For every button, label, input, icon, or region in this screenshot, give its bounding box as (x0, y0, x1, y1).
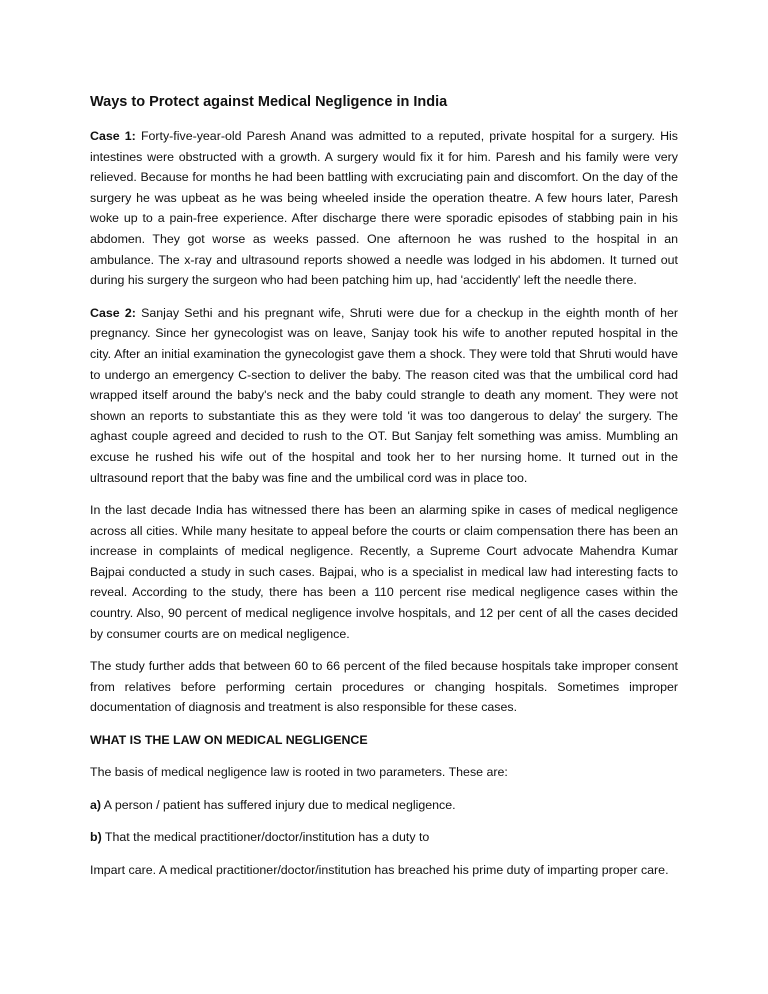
case2-text: Sanjay Sethi and his pregnant wife, Shruti were due for a checkup in the eighth month of her pregnancy. Since her gynecologist was on leave, Sanjay took his wife to another reputed hospital in the city. After an initial examination the gynecologist gave them a shock. They were told that Shruti would have to undergo an emergency C-section to deliver the baby. The reason cited was that the umbilical cord had wrapped itself around the baby's neck and the baby could strangle to death any moment. They were not shown an reports to substantiate this as they were told 'it was too dangerous to delay' the surgery. The aghast couple agreed and decided to rush to the OT. But Sanjay felt something was amiss. Mumbling an excuse he rushed his wife out of the hospital and took her to her nursing home. It turned out in the ultrasound report that the baby was fine and the umbilical cord was in place too. (90, 305, 678, 485)
list-item-a-label: a) (90, 797, 102, 812)
case1-label: Case 1: (90, 129, 136, 143)
case2-label: Case 2: (90, 305, 136, 320)
case1-paragraph (90, 126, 678, 291)
case1-text: Forty-five-year-old Paresh Anand was admitted to a reputed, private hospital for a surgery. His intestines were obstructed with a growth. A surgery would fix it for him. Paresh and his family were very relieved. Because for months he had been battling with excruciating pain and discomfort. On the day of the surgery he was upbeat as he was being wheeled inside the operation theatre. A few hours later, Paresh woke up to a pain-free experience. After discharge there were sporadic episodes of stabbing pain in his abdomen. They got worse as weeks passed. One afternoon he was rushed to the hospital in an ambulance. The x-ray and ultrasound reports showed a needle was lodged in his abdomen. It turned out during his surgery the surgeon who had been patching him up, had 'accidently' left the needle there. (90, 129, 678, 288)
list-item-a-text: A person / patient has suffered injury due to medical negligence. (103, 797, 456, 812)
case2-paragraph (90, 303, 678, 488)
list-item-a (90, 795, 678, 816)
list-item-b-label: b) (90, 830, 102, 845)
study-paragraph: In the last decade India has witnessed there has been an alarming spike in cases of medical negligence across all cities. While many hesitate to appeal before the courts or claim compensation there has been an increase in complaints of medical negligence. Recently, a Supreme Court advocate Mahendra Kumar Bajpai conducted a study in such cases. Bajpai, who is a specialist in medical law had interesting facts to reveal. According to the study, there has been a 110 percent rise medical negligence cases within the country. Also, 90 percent of medical negligence involve hospitals, and 12 per cent of all the cases decided by consumer courts are on medical negligence. (90, 503, 678, 641)
list-item-b-text: That the medical practitioner/doctor/institution has a duty to (104, 830, 430, 845)
list-item-b (90, 827, 678, 848)
law-basis-paragraph: The basis of medical negligence law is rooted in two parameters. These are: (90, 765, 508, 780)
document-page (90, 92, 678, 892)
law-section-heading: WHAT IS THE LAW ON MEDICAL NEGLIGENCE (90, 733, 368, 748)
study-followup-paragraph: The study further adds that between 60 to 66 percent of the filed because hospitals take improper consent from relatives before performing certain procedures or changing hospitals. Sometimes improper documentation of diagnosis and treatment is also responsible for these cases. (90, 659, 678, 715)
duty-paragraph: Impart care. A medical practitioner/doctor/institution has breached his prime duty of imparting proper care. (90, 862, 669, 877)
document-title: Ways to Protect against Medical Negligence in India (90, 94, 448, 110)
